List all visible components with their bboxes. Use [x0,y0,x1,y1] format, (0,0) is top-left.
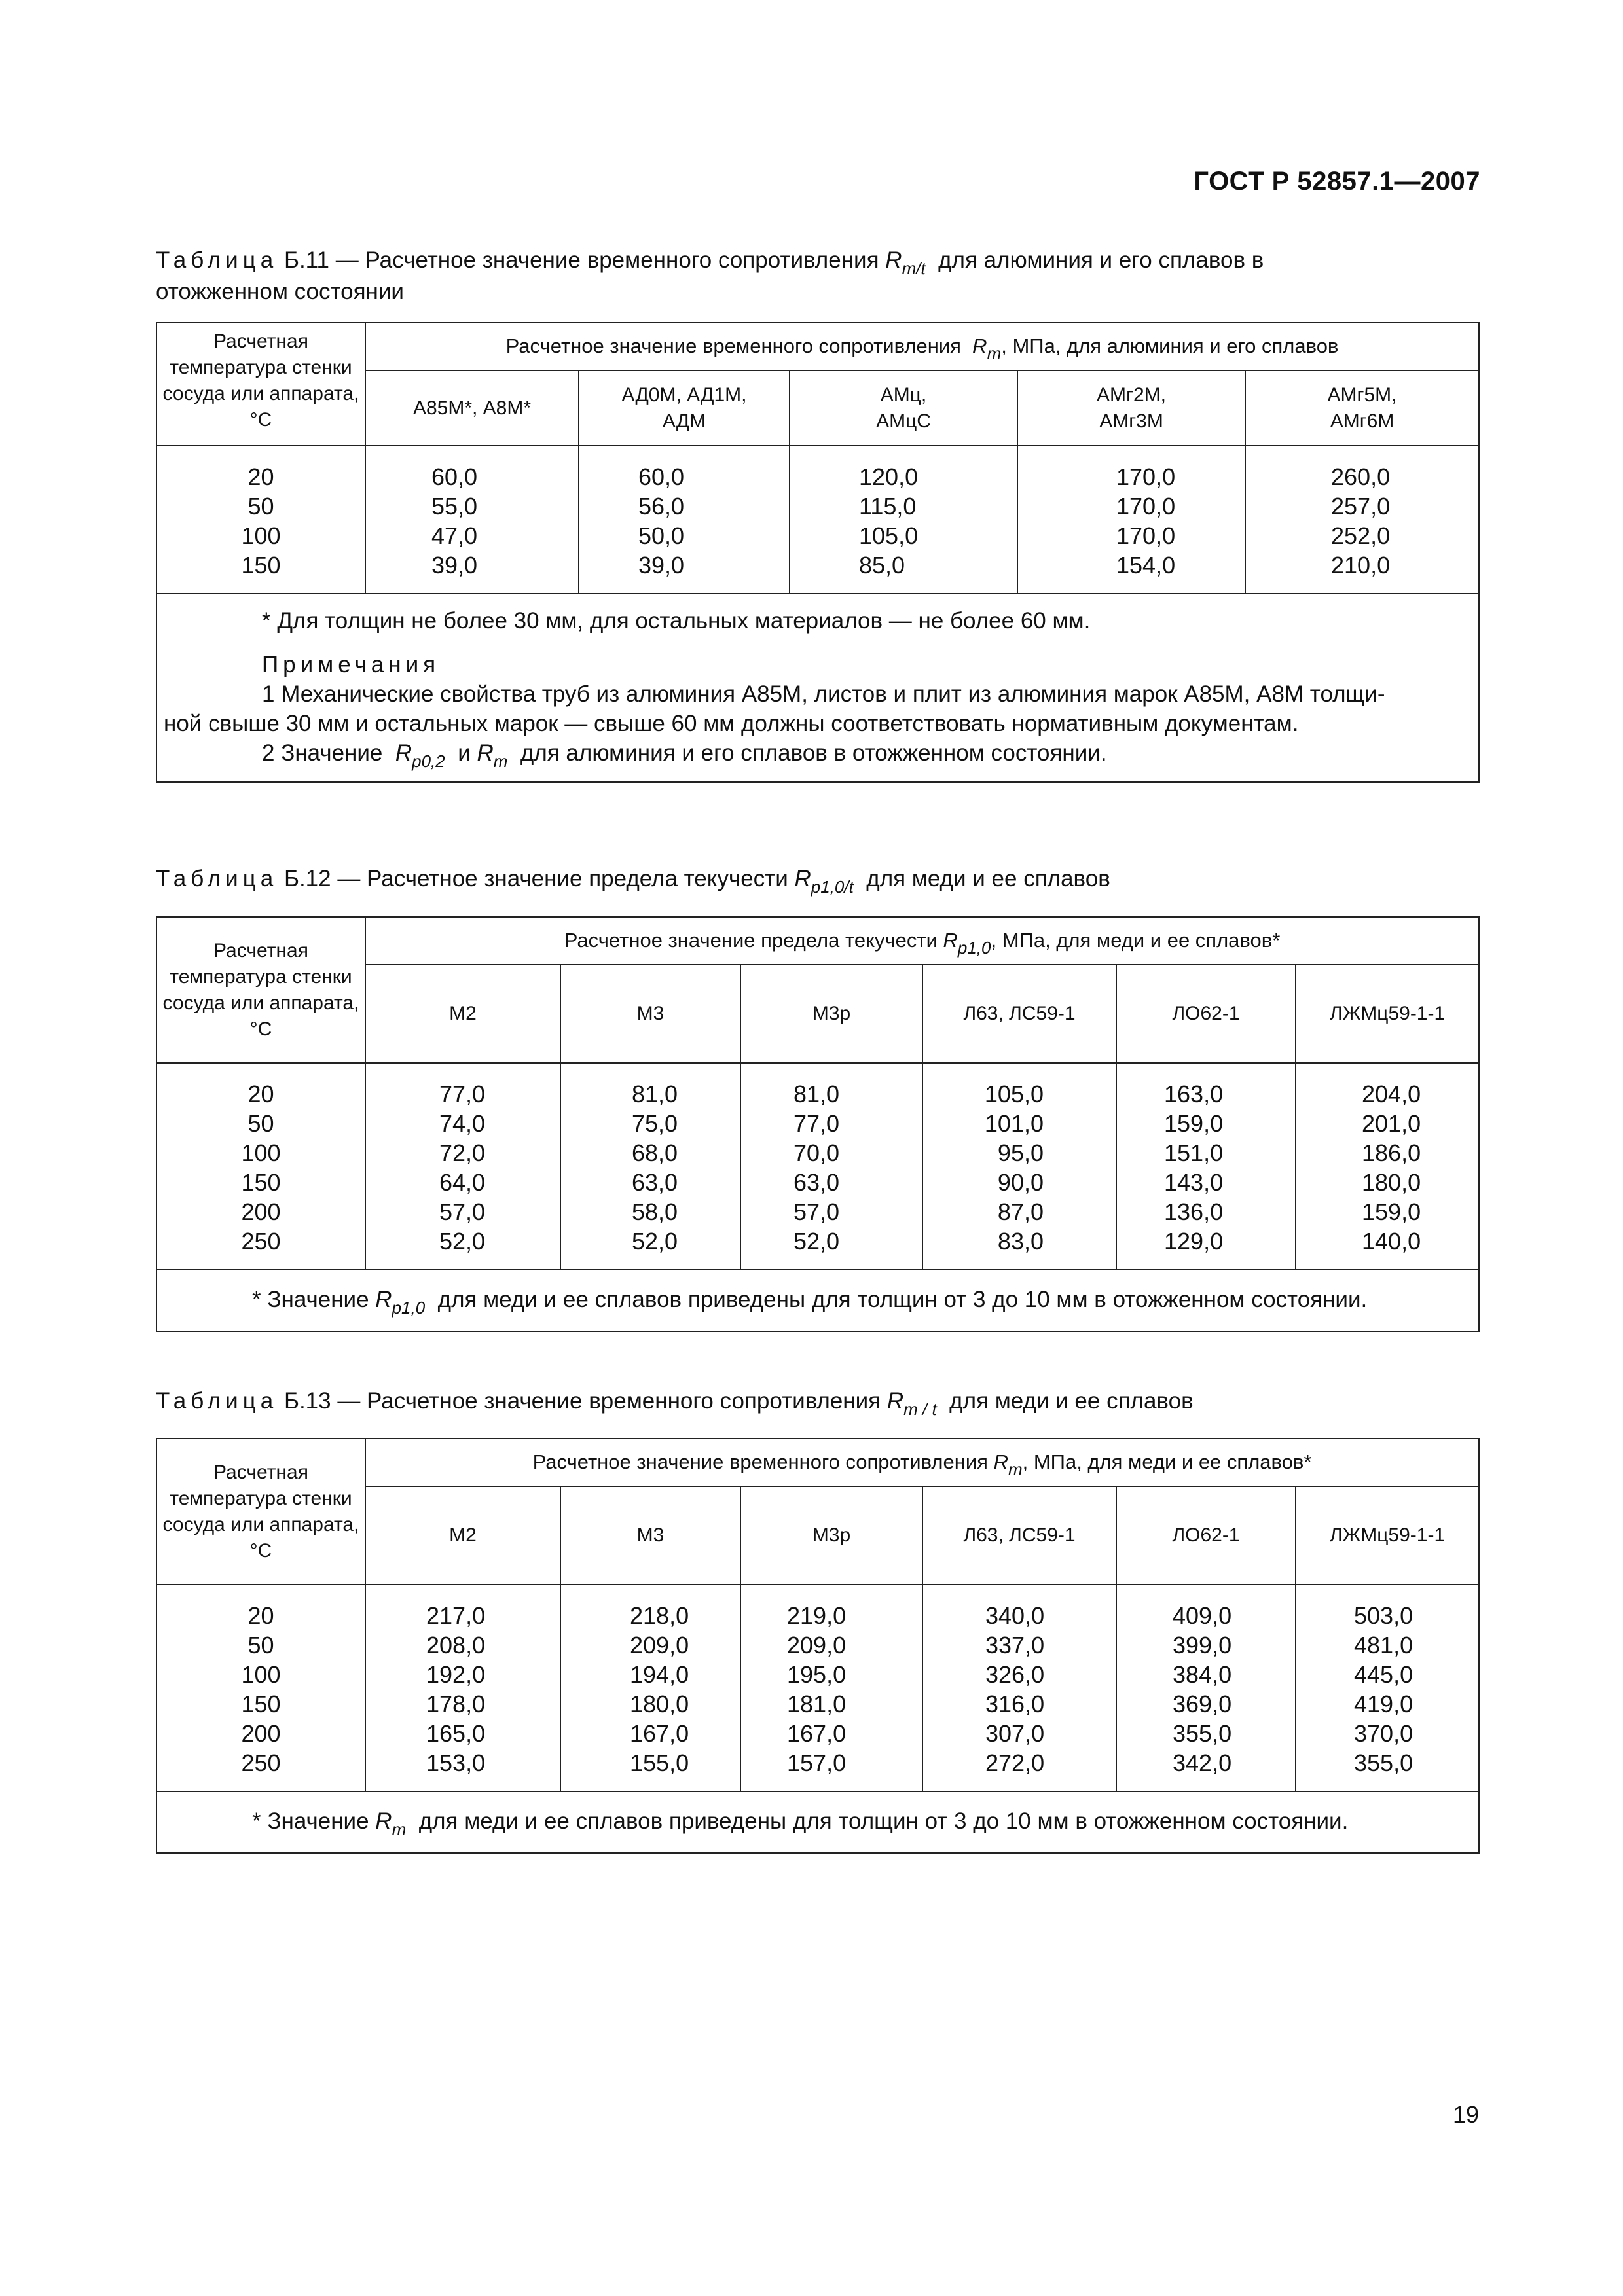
note-2-subscript: m [493,751,508,771]
value-column: 77,0 74,0 72,0 64,0 57,0 52,0 [365,1063,560,1270]
column-header: АМг5М, АМг6М [1245,370,1479,446]
page-number: 19 [1452,2101,1479,2128]
group-header [365,1439,1479,1486]
caption-tail: для алюминия и его сплавов в [938,247,1264,273]
standard-number: ГОСТ Р 52857.1—2007 [1194,167,1480,196]
caption-tail: для меди и ее сплавов [866,866,1110,891]
temperature-column: 20 50 100 150 200 250 [156,1063,365,1270]
footnote-post: для меди и ее сплавов приведены для толщин от 3 до 10 мм в отожженном состоянии. [437,1287,1368,1312]
column-header: А85М*, А8М* [365,370,579,446]
column-header: Л63, ЛС59-1 [922,965,1116,1063]
group-header-post: , МПа, для меди и ее сплавов* [991,929,1281,952]
group-header-symbol: R [993,1450,1008,1473]
note-1: 1 Механические свойства труб из алюминия А85М, листов и плит из алюминия марок А85М, А8М толщи- [262,681,1385,707]
caption-number: Б.12 [283,866,331,891]
column-header: ЛЖМц59-1-1 [1296,965,1479,1063]
group-header-post: , МПа, для меди и ее сплавов* [1022,1450,1312,1473]
note-2-post: для алюминия и его сплавов в отожженном состоянии. [520,740,1107,766]
footnote-symbol: R [375,1287,392,1312]
note-2-symbol: R [395,740,412,766]
value-column: 409,0 399,0 384,0 369,0 355,0 342,0 [1116,1585,1296,1791]
note-2-pre: 2 Значение [262,740,383,766]
group-header-pre: Расчетное значение предела текучести [564,929,938,952]
footnote-subscript: m [392,1820,407,1839]
column-header: ЛО62-1 [1116,1486,1296,1585]
column-header: Л63, ЛС59-1 [922,1486,1116,1585]
column-header: АМц, АМцС [790,370,1017,446]
column-header: АД0М, АД1М, АДМ [579,370,790,446]
caption-symbol: R [886,1388,904,1414]
group-header [365,917,1479,965]
table-b12 [156,916,1480,1332]
value-column: 81,0 77,0 70,0 63,0 57,0 52,0 [740,1063,922,1270]
column-header: М2 [365,965,560,1063]
caption-text: — Расчетное значение временного сопротивления [335,247,879,273]
value-column: 219,0 209,0 195,0 181,0 167,0 157,0 [740,1585,922,1791]
footnote-pre: * Значение [252,1808,369,1834]
footnote-subscript: p1,0 [392,1298,426,1318]
caption-symbol: R [794,866,811,891]
caption-prefix: Таблица [156,866,278,891]
value-column: 170,0 170,0 170,0 154,0 [1017,446,1245,594]
group-header-post: , МПа, для алюминия и его сплавов [1001,334,1339,357]
caption-subscript: m/t [902,259,926,278]
group-header-pre: Расчетное значение временного сопротивления [505,334,961,357]
caption-subscript: m / t [903,1399,937,1419]
footnote-post: для меди и ее сплавов приведены для толщин от 3 до 10 мм в отожженном состоянии. [418,1808,1349,1834]
group-header-subscript: p1,0 [957,938,991,958]
group-header-symbol: R [943,929,958,952]
column-header: М3р [740,965,922,1063]
caption-number: Б.11 [283,247,329,273]
caption-text: — Расчетное значение предела текучести [337,866,788,891]
value-column: 163,0 159,0 151,0 143,0 136,0 129,0 [1116,1063,1296,1270]
footnote-symbol: R [375,1808,392,1834]
table-footnote [156,1270,1479,1331]
column-header: М2 [365,1486,560,1585]
temp-header: Расчетная температура стенки сосуда или аппарата, °С [156,323,365,446]
group-header-pre: Расчетное значение временного сопротивления [532,1450,988,1473]
value-column: 81,0 75,0 68,0 63,0 58,0 52,0 [560,1063,740,1270]
caption-number: Б.13 [283,1388,331,1414]
table-b12-caption [156,864,1478,895]
table-footnote [156,1791,1479,1853]
column-header: М3 [560,965,740,1063]
temperature-column: 20 50 100 150 200 250 [156,1585,365,1791]
group-header [365,323,1479,370]
table-b11-caption [156,245,1478,306]
caption-prefix: Таблица [156,1388,278,1414]
column-header: ЛО62-1 [1116,965,1296,1063]
table-b13-caption [156,1386,1478,1418]
value-column: 218,0 209,0 194,0 180,0 167,0 155,0 [560,1585,740,1791]
table-notes [156,594,1479,782]
note-2-subscript: p0,2 [412,751,445,771]
group-header-subscript: m [987,344,1002,363]
value-column: 105,0 101,0 95,0 90,0 87,0 83,0 [922,1063,1116,1270]
note-1-continued: ной свыше 30 мм и остальных марок — свыше 60 мм должны соответствовать нормативным документам. [164,711,1299,736]
temp-header: Расчетная температура стенки сосуда или аппарата, °С [156,1439,365,1585]
value-column: 217,0 208,0 192,0 178,0 165,0 153,0 [365,1585,560,1791]
caption-prefix: Таблица [156,247,278,273]
value-column: 120,0 115,0 105,0 85,0 [790,446,1017,594]
value-column: 60,0 55,0 47,0 39,0 [365,446,579,594]
column-header: М3р [740,1486,922,1585]
column-header: АМг2М, АМг3М [1017,370,1245,446]
value-column: 60,0 56,0 50,0 39,0 [579,446,790,594]
group-header-subscript: m [1008,1460,1023,1479]
caption-tail: для меди и ее сплавов [949,1388,1194,1414]
table-b11 [156,322,1480,783]
caption-text: — Расчетное значение временного сопротивления [337,1388,881,1414]
footnote [164,1285,1472,1316]
caption-tail-line2: отожженном состоянии [156,279,404,304]
value-column: 204,0 201,0 186,0 180,0 159,0 140,0 [1296,1063,1479,1270]
column-header: М3 [560,1486,740,1585]
group-header-symbol: R [972,334,987,357]
value-column: 503,0 481,0 445,0 419,0 370,0 355,0 [1296,1585,1479,1791]
caption-symbol: R [885,247,902,273]
notes-title: Примечания [262,652,441,677]
temperature-column: 20 50 100 150 [156,446,365,594]
footnote: * Для толщин не более 30 мм, для остальных материалов — не более 60 мм. [262,608,1091,634]
temp-header: Расчетная температура стенки сосуда или аппарата, °С [156,917,365,1063]
note-2-and: и [458,740,471,766]
footnote [164,1806,1472,1838]
note-2 [164,738,1472,770]
table-b13 [156,1438,1480,1854]
footnote-pre: * Значение [252,1287,369,1312]
caption-subscript: p1,0/t [811,877,854,897]
value-column: 340,0 337,0 326,0 316,0 307,0 272,0 [922,1585,1116,1791]
value-column: 260,0 257,0 252,0 210,0 [1245,446,1479,594]
column-header: ЛЖМц59-1-1 [1296,1486,1479,1585]
note-2-symbol: R [477,740,494,766]
